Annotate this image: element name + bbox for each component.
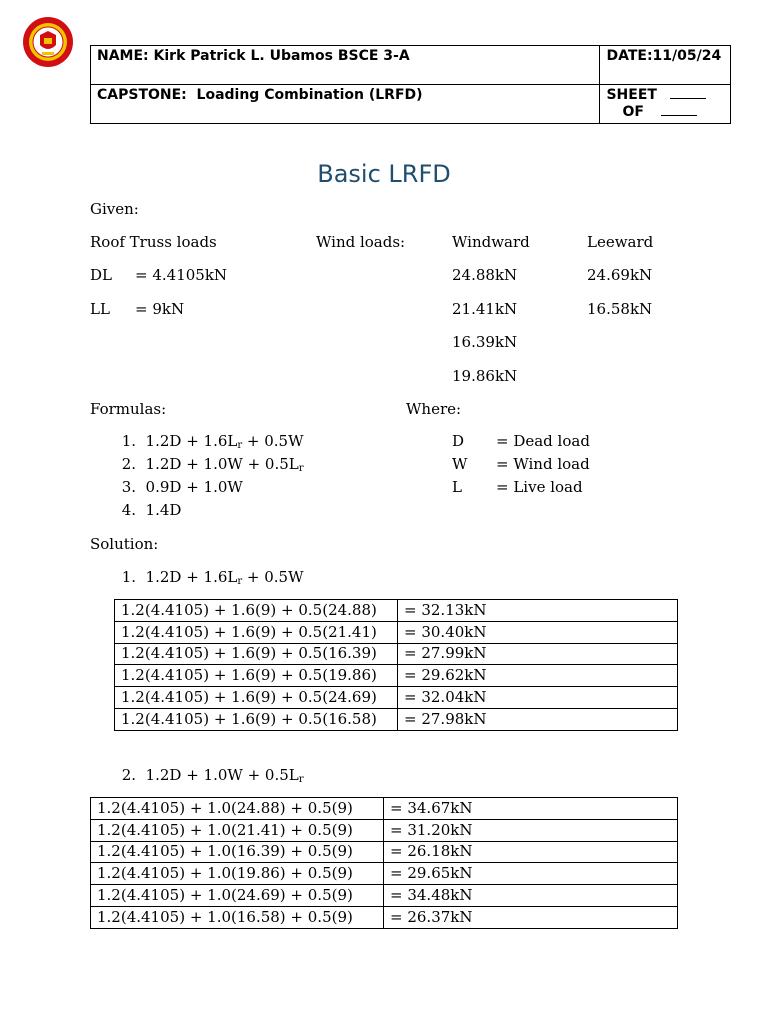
solution-number: 2.: [121, 766, 136, 784]
dl-label: DL: [90, 266, 112, 284]
table-row: [115, 687, 678, 709]
where-desc: = Live load: [496, 478, 583, 496]
table-row: [115, 643, 678, 665]
formula-subscript: r: [237, 440, 243, 451]
sheet-cell: [600, 85, 731, 124]
formula-item: [90, 453, 304, 476]
table-row: [91, 798, 678, 820]
formulas-label: Formulas:: [90, 400, 167, 418]
expression-cell: 1.2(4.4105) + 1.0(24.88) + 0.5(9): [91, 798, 384, 820]
result-cell: = 30.40kN: [398, 621, 678, 643]
dl-value: = 4.4105kN: [135, 266, 228, 284]
sheet-blank: [670, 87, 706, 99]
formula-item: [90, 430, 304, 453]
where-item: [452, 453, 590, 476]
table-row: [91, 863, 678, 885]
formula-number: 1.: [121, 432, 136, 450]
formula-number: 4.: [121, 501, 136, 519]
capstone-cell: [91, 85, 600, 124]
expression-cell: 1.2(4.4105) + 1.0(24.69) + 0.5(9): [91, 885, 384, 907]
table-row: [115, 621, 678, 643]
given-label: Given:: [90, 200, 139, 218]
expression-cell: 1.2(4.4105) + 1.6(9) + 0.5(19.86): [115, 665, 398, 687]
expression-cell: 1.2(4.4105) + 1.6(9) + 0.5(21.41): [115, 621, 398, 643]
table-row: [115, 600, 678, 622]
formula-item: [90, 476, 304, 499]
result-cell: = 26.37kN: [384, 906, 678, 928]
leeward-value: 16.58kN: [587, 300, 653, 318]
expression-cell: 1.2(4.4105) + 1.6(9) + 0.5(24.69): [115, 687, 398, 709]
where-item: [452, 430, 590, 453]
date-label: DATE:11/05/24: [606, 48, 722, 64]
table-row: [115, 665, 678, 687]
where-item: [452, 476, 590, 499]
header-table: [90, 45, 731, 124]
solution-table-1: [114, 599, 678, 731]
expression-cell: 1.2(4.4105) + 1.0(19.86) + 0.5(9): [91, 863, 384, 885]
result-cell: = 32.04kN: [398, 687, 678, 709]
windward-value: 19.86kN: [452, 367, 518, 385]
solution-formula: 1.2D + 1.0W + 0.5L: [145, 766, 299, 784]
of-label: OF: [622, 104, 644, 120]
formula-text: 1.2D + 1.6L: [145, 432, 238, 450]
result-cell: = 27.99kN: [398, 643, 678, 665]
result-cell: = 29.65kN: [384, 863, 678, 885]
table-row: [91, 819, 678, 841]
formula-text: 0.9D + 1.0W: [145, 478, 243, 496]
formula-item: [90, 499, 304, 522]
table-row: [115, 708, 678, 730]
result-cell: = 34.48kN: [384, 885, 678, 907]
solution-label: Solution:: [90, 535, 159, 553]
name-cell: [91, 46, 600, 85]
formula-number: 2.: [121, 455, 136, 473]
expression-cell: 1.2(4.4105) + 1.6(9) + 0.5(16.58): [115, 708, 398, 730]
solution-number: 1.: [121, 568, 136, 586]
solution-heading-1: [90, 568, 304, 591]
university-seal-icon: [22, 16, 74, 68]
result-cell: = 27.98kN: [398, 708, 678, 730]
name-label: NAME: Kirk Patrick L. Ubamos BSCE 3-A: [97, 48, 410, 64]
table-row: [91, 885, 678, 907]
formula-list: [90, 430, 304, 522]
windward-label: Windward: [452, 233, 530, 251]
solution-formula: 1.2D + 1.6L: [145, 568, 238, 586]
solution-tail: + 0.5W: [242, 568, 304, 586]
where-symbol: D: [452, 432, 465, 450]
date-cell: [600, 46, 731, 85]
expression-cell: 1.2(4.4105) + 1.6(9) + 0.5(24.88): [115, 600, 398, 622]
where-symbol: W: [452, 455, 468, 473]
expression-cell: 1.2(4.4105) + 1.6(9) + 0.5(16.39): [115, 643, 398, 665]
where-list: [452, 430, 590, 499]
solution-heading-2: [90, 766, 304, 789]
result-cell: = 31.20kN: [384, 819, 678, 841]
result-cell: = 29.62kN: [398, 665, 678, 687]
where-desc: = Wind load: [496, 455, 590, 473]
formula-number: 3.: [121, 478, 136, 496]
leeward-label: Leeward: [587, 233, 654, 251]
formula-text: 1.4D: [145, 501, 182, 519]
formula-tail: + 0.5W: [242, 432, 304, 450]
solution-subscript: r: [237, 576, 243, 587]
windward-value: 21.41kN: [452, 300, 518, 318]
capstone-label: CAPSTONE: Loading Combination (LRFD): [97, 87, 423, 103]
roof-truss-label: Roof Truss loads: [90, 233, 217, 251]
page-title: Basic LRFD: [317, 160, 451, 188]
result-cell: = 32.13kN: [398, 600, 678, 622]
windward-value: 16.39kN: [452, 333, 518, 351]
sheet-label: SHEET: [606, 87, 657, 103]
where-label: Where:: [406, 400, 462, 418]
leeward-value: 24.69kN: [587, 266, 653, 284]
expression-cell: 1.2(4.4105) + 1.0(21.41) + 0.5(9): [91, 819, 384, 841]
wind-loads-label: Wind loads:: [316, 233, 406, 251]
ll-value: = 9kN: [135, 300, 185, 318]
table-row: [91, 841, 678, 863]
solution-subscript: r: [298, 774, 304, 785]
table-row: [91, 906, 678, 928]
expression-cell: 1.2(4.4105) + 1.0(16.58) + 0.5(9): [91, 906, 384, 928]
result-cell: = 26.18kN: [384, 841, 678, 863]
ll-label: LL: [90, 300, 110, 318]
windward-value: 24.88kN: [452, 266, 518, 284]
result-cell: = 34.67kN: [384, 798, 678, 820]
solution-table-2: [90, 797, 678, 929]
formula-text: 1.2D + 1.0W + 0.5L: [145, 455, 299, 473]
of-blank: [661, 104, 697, 116]
where-desc: = Dead load: [496, 432, 590, 450]
expression-cell: 1.2(4.4105) + 1.0(16.39) + 0.5(9): [91, 841, 384, 863]
formula-subscript: r: [298, 463, 304, 474]
where-symbol: L: [452, 478, 462, 496]
